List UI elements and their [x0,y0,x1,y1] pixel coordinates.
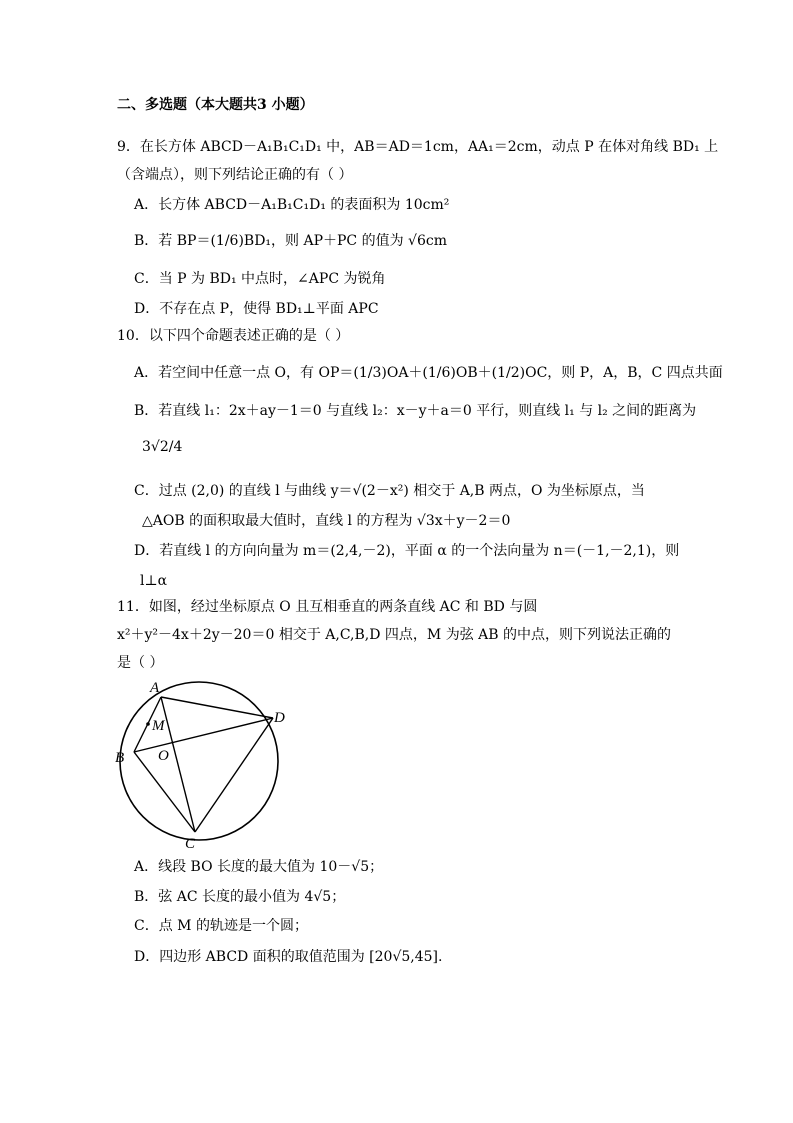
q11-stem-line1: 11．如图，经过坐标原点 O 且互相垂直的两条直线 AC 和 BD 与圆 [117,599,538,615]
q9-option-c: C．当 P 为 BD₁ 中点时，∠APC 为锐角 [134,271,386,287]
label-m: M [152,718,165,734]
q9-stem-line2: （含端点），则下列结论正确的有（ ） [117,167,353,183]
q9-option-b: B．若 BP＝(1/6)BD₁，则 AP＋PC 的值为 √6cm [134,233,447,249]
q10-option-c-line1: C．过点 (2,0) 的直线 l 与曲线 y＝√(2－x²) 相交于 A,B 两点，O 为坐标原点，当 [134,483,645,499]
chord-ac [161,697,195,832]
q9-stem-line1: 9．在长方体 ABCD－A₁B₁C₁D₁ 中，AB＝AD＝1cm，AA₁＝2cm，动点 P 在体对角线 BD₁ 上 [117,139,719,155]
q10-option-a: A．若空间中任意一点 O，有 OP＝(1/3)OA＋(1/6)OB＋(1/2)OC，则 P，A，B，C 四点共面 [134,365,723,381]
chord-cd [195,718,273,832]
section-title: 二、多选题（本大题共3 小题） [117,97,314,113]
q10-option-d-line2: l⊥α [140,573,168,589]
q11-option-c: C．点 M 的轨迹是一个圆； [134,918,308,934]
q11-stem-line2: x²＋y²－4x＋2y－20＝0 相交于 A,C,B,D 四点，M 为弦 AB 的中点，则下列说法正确的 [117,627,671,643]
label-o: O [158,748,169,764]
q10-option-c-line2: △AOB 的面积取最大值时，直线 l 的方程为 √3x＋y－2＝0 [142,513,511,529]
circle [120,682,278,840]
q11-option-b: B．弦 AC 长度的最小值为 4√5； [134,889,346,905]
label-c: C [185,836,196,852]
label-a: A [150,680,160,696]
q10-option-b-line1: B．若直线 l₁：2x＋ay－1＝0 与直线 l₂：x－y＋a＝0 平行，则直线 l₁ 与 l₂ 之间的距离为 [134,403,697,419]
q9-option-d: D．不存在点 P，使得 BD₁⊥平面 APC [134,301,379,317]
q10-option-b-line2: 3√2/4 [142,439,183,455]
circle-figure [108,674,298,852]
q11-option-d: D．四边形 ABCD 面积的取值范围为 [20√5,45]. [134,949,443,965]
label-b: B [115,750,125,766]
q9-option-a: A．长方体 ABCD－A₁B₁C₁D₁ 的表面积为 10cm² [134,197,450,213]
point-m [146,722,150,726]
q10-option-d-line1: D．若直线 l 的方向向量为 m＝(2,4,－2)，平面 α 的一个法向量为 n＝(－1,－2,1)，则 [134,543,680,559]
chord-bc [134,752,195,832]
label-d: D [274,710,285,726]
q11-stem-line3: 是（ ） [117,655,164,671]
q11-option-a: A．线段 BO 长度的最大值为 10－√5； [134,859,384,875]
q10-stem: 10．以下四个命题表述正确的是（ ） [117,328,350,344]
